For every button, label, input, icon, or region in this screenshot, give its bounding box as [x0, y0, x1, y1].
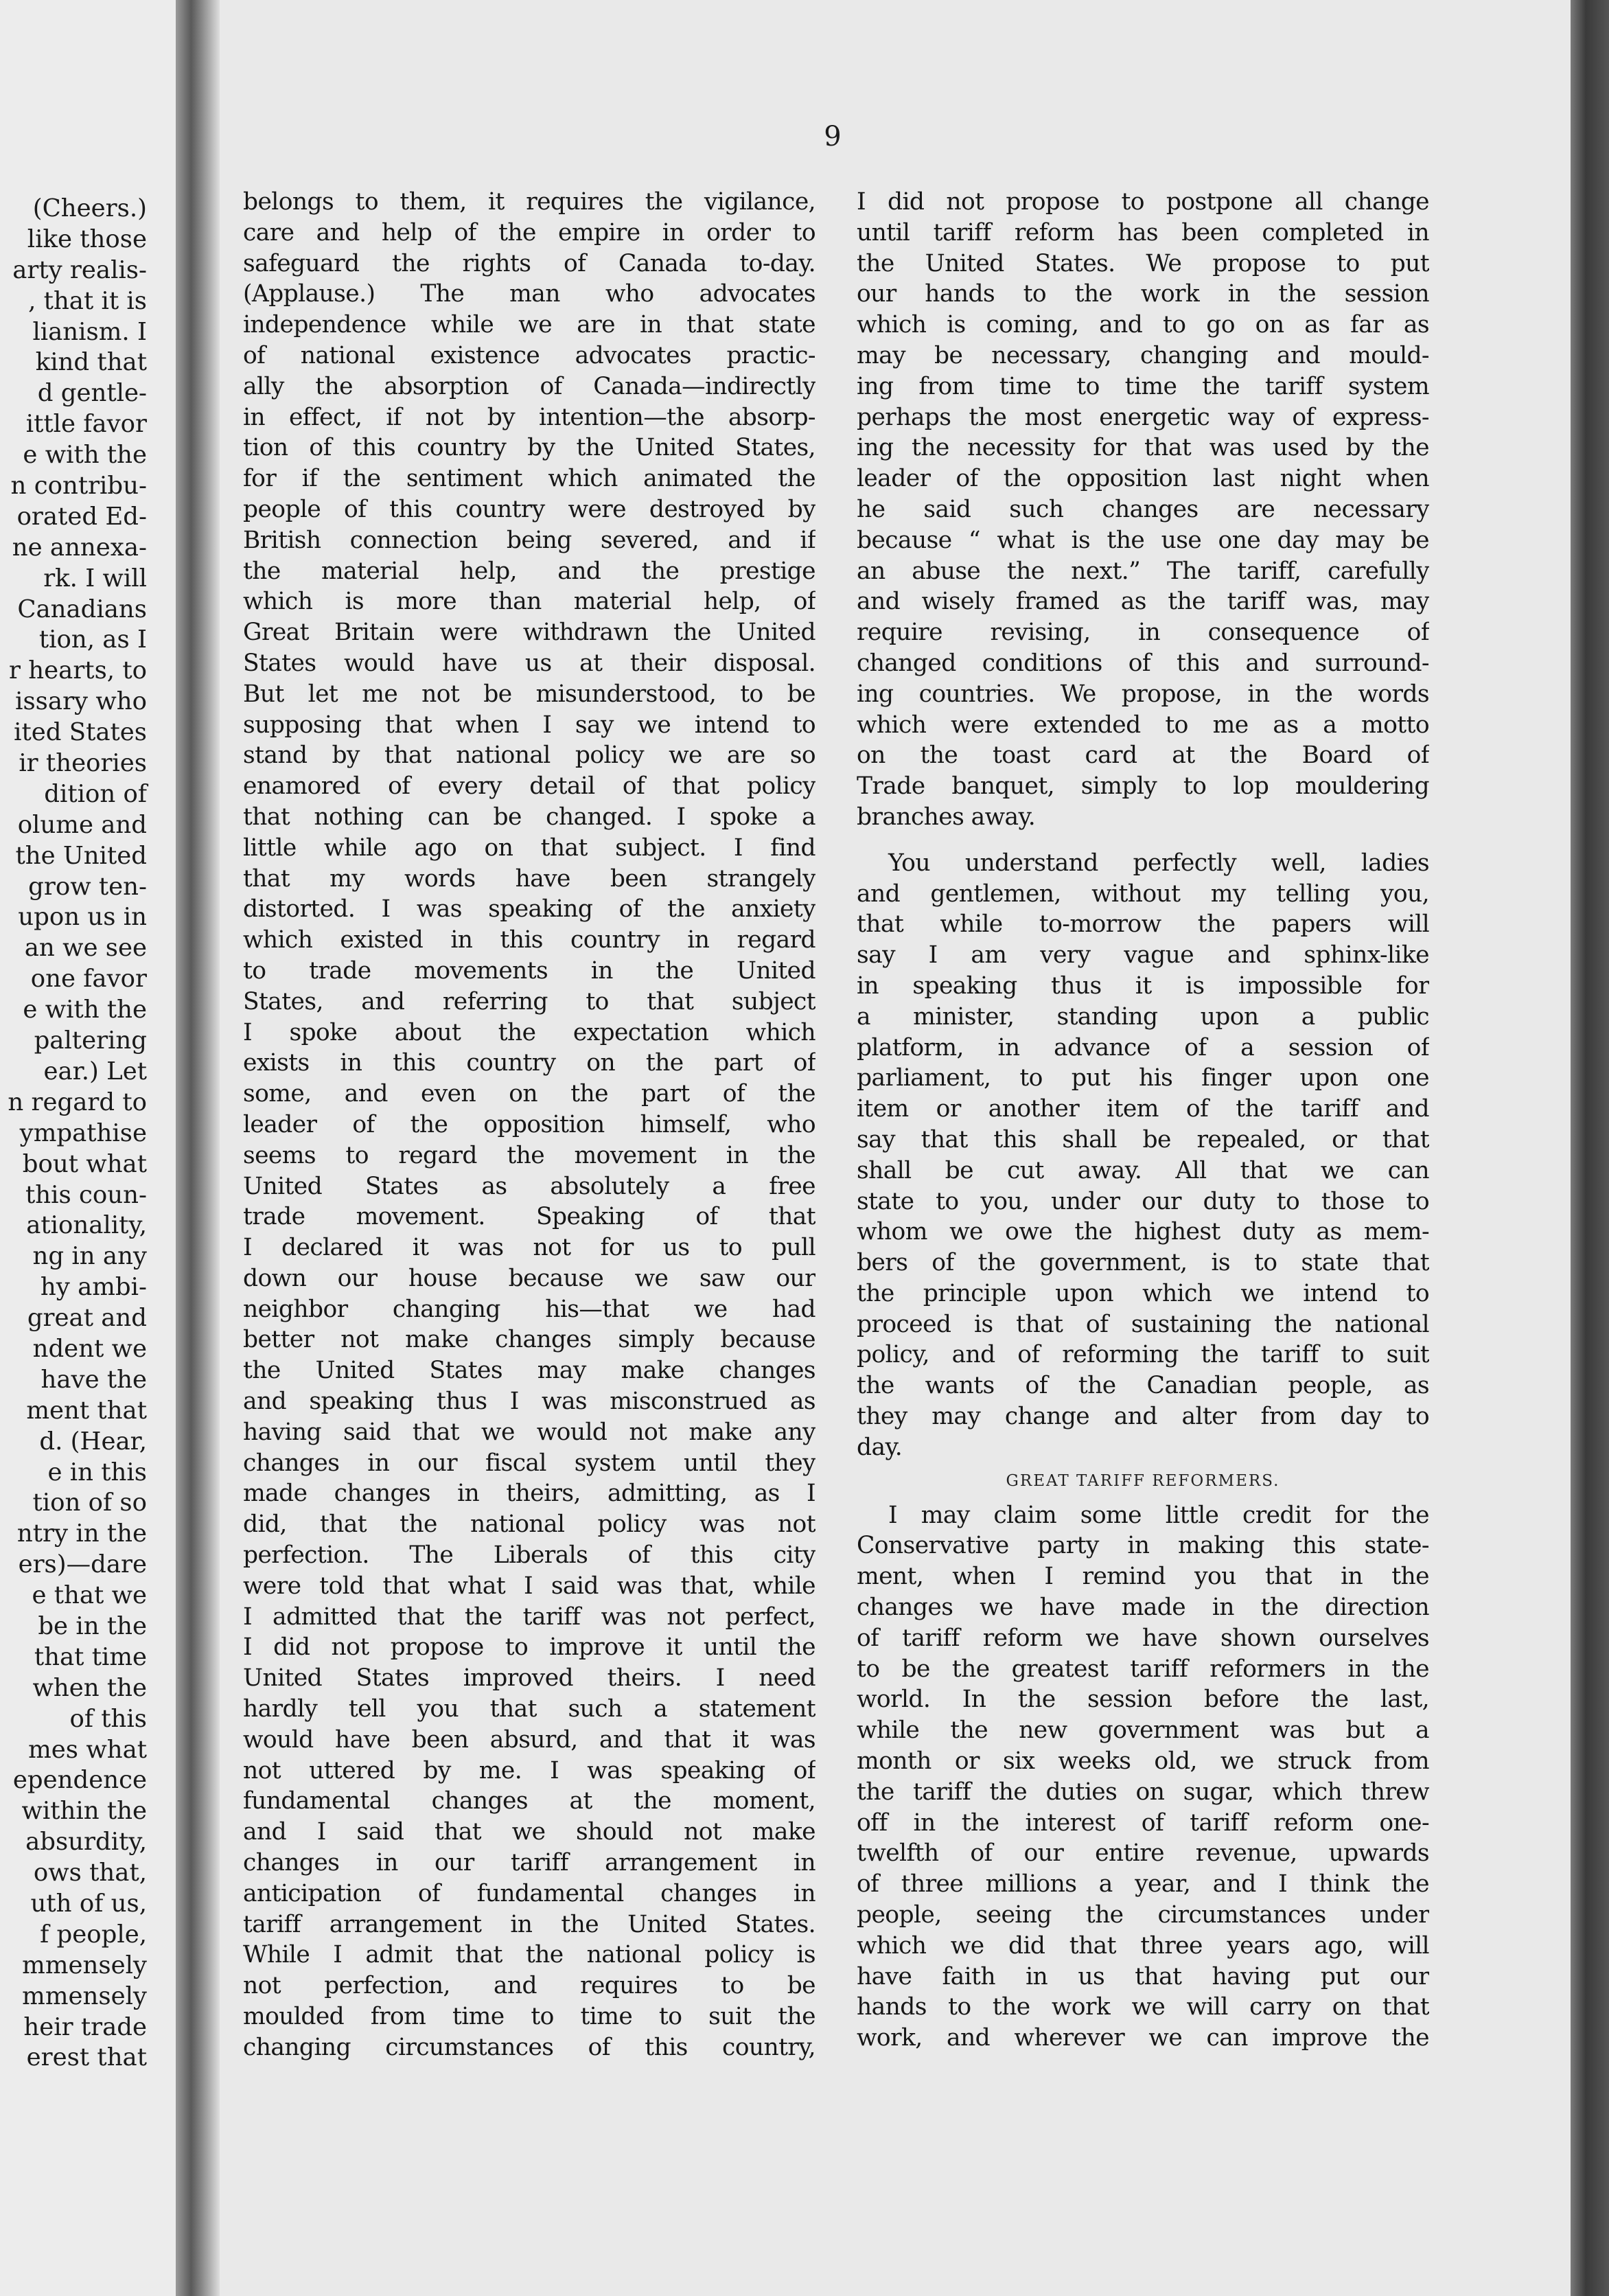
fragment-line: when the — [32, 1673, 147, 1702]
text-line: down our house because we saw our — [243, 1264, 815, 1292]
text-line: off in the interest of tariff reform one- — [857, 1809, 1429, 1837]
text-line: hands to the work we will carry on that — [857, 1993, 1429, 2021]
fragment-line: ittle favor — [25, 410, 147, 439]
text-line: moulded from time to time to suit the — [243, 2003, 815, 2031]
fragment-line: lianism. I — [32, 317, 147, 346]
fragment-line: ationality, — [26, 1211, 147, 1240]
paragraph-postpone-change — [857, 187, 1429, 833]
text-line: I did not propose to postpone all change — [857, 188, 1429, 216]
text-line: have faith in us that having put our — [857, 1962, 1429, 1990]
text-line: belongs to them, it requires the vigilance, — [243, 188, 815, 216]
fragment-line: mmensely — [22, 1951, 147, 1979]
text-line: until tariff reform has been completed in — [857, 218, 1429, 246]
fragment-line: tion of so — [32, 1489, 147, 1517]
fragment-line: e that we — [32, 1581, 147, 1610]
text-line: seems to regard the movement in the — [243, 1141, 815, 1169]
fragment-line: that time — [34, 1642, 147, 1671]
text-line: United States improved theirs. I need — [243, 1664, 815, 1692]
text-line: which existed in this country in regard — [243, 926, 815, 954]
fragment-line: dition of — [44, 779, 147, 808]
fragment-line: e in this — [47, 1458, 147, 1486]
text-line: bers of the government, is to state that — [857, 1249, 1429, 1277]
text-line: (Applause.) The man who advocates — [243, 280, 815, 308]
fragment-line: hy ambi- — [40, 1273, 147, 1302]
text-line: the material help, and the prestige — [243, 557, 815, 585]
text-line: month or six weeks old, we struck from — [857, 1747, 1429, 1776]
text-line: state to you, under our duty to those to — [857, 1187, 1429, 1215]
fragment-line: olume and — [17, 810, 147, 839]
text-line: he said such changes are necessary — [857, 495, 1429, 523]
fragment-line: the United — [15, 841, 147, 870]
text-line: trade movement. Speaking of that — [243, 1203, 815, 1231]
binding-gutter — [176, 0, 220, 2296]
fragment-line: grow ten- — [28, 872, 147, 901]
text-line: day. — [857, 1433, 903, 1461]
fragment-line: mmensely — [22, 1982, 147, 2010]
fragment-line: mes what — [28, 1735, 147, 1764]
fragment-line: ited States — [14, 718, 147, 747]
text-line: did, that the national policy was not — [243, 1511, 815, 1539]
text-line: to trade movements in the United — [243, 956, 815, 985]
text-line: better not make changes simply because — [243, 1326, 815, 1354]
fragment-line: within the — [21, 1797, 147, 1826]
text-line: tariff arrangement in the United States. — [243, 1910, 815, 1938]
fragment-line: heir trade — [23, 2012, 147, 2041]
text-line: I may claim some little credit for the — [888, 1501, 1429, 1529]
text-line: may be necessary, changing and mould- — [857, 341, 1429, 369]
text-line: ment, when I remind you that in the — [857, 1563, 1429, 1591]
fragment-line: ependence — [12, 1766, 147, 1795]
text-line: Trade banquet, simply to lop mouldering — [857, 772, 1429, 801]
text-line: States would have us at their disposal. — [243, 649, 815, 677]
fragment-line: uth of us, — [30, 1889, 147, 1918]
fragment-line: an we see — [24, 934, 147, 963]
text-line: States, and referring to that subject — [243, 987, 815, 1015]
previous-page-strip — [0, 0, 176, 2296]
fragment-line: bout what — [22, 1149, 147, 1178]
text-line: on the toast card at the Board of — [857, 742, 1429, 770]
fragment-line: ndent we — [32, 1334, 147, 1363]
text-line: a minister, standing upon a public — [857, 1002, 1429, 1031]
text-line: changing circumstances of this country, — [243, 2033, 815, 2061]
text-line: and wisely framed as the tariff was, may — [857, 588, 1429, 616]
text-line: would have been absurd, and that it was — [243, 1725, 815, 1754]
fragment-line: this coun- — [25, 1180, 147, 1209]
text-line: While I admit that the national policy is — [243, 1941, 815, 1969]
text-line: people of this country were destroyed by — [243, 495, 815, 523]
text-line: changes in our fiscal system until they — [243, 1449, 815, 1477]
text-line: proceed is that of sustaining the national — [857, 1310, 1429, 1338]
paragraph-ladies-and-gentlemen — [857, 848, 1429, 1463]
text-line: ally the absorption of Canada—indirectly — [243, 372, 815, 400]
text-line: in speaking thus it is impossible for — [857, 972, 1429, 1000]
text-line: world. In the session before the last, — [857, 1686, 1429, 1714]
text-line: leader of the opposition himself, who — [243, 1110, 815, 1138]
text-line: parliament, to put his finger upon one — [857, 1064, 1429, 1092]
paragraph-gap — [857, 833, 1429, 848]
text-line: You understand perfectly well, ladies — [888, 849, 1429, 877]
fragment-line: have the — [40, 1365, 147, 1394]
fragment-line: be in the — [38, 1611, 147, 1640]
text-line: our hands to the work in the session — [857, 280, 1429, 308]
text-line: say I am very vague and sphinx-like — [857, 941, 1429, 969]
text-line: an abuse the next.” The tariff, carefully — [857, 557, 1429, 585]
text-line: distorted. I was speaking of the anxiety — [243, 895, 815, 923]
fragment-line: d gentle- — [37, 379, 147, 408]
text-line: not perfection, and requires to be — [243, 1972, 815, 2000]
fragment-line: e with the — [23, 996, 147, 1024]
text-line: policy, and of reforming the tariff to suit — [857, 1341, 1429, 1369]
text-line: which is more than material help, of — [243, 588, 815, 616]
text-line: independence while we are in that state — [243, 311, 815, 339]
text-line: were told that what I said was that, while — [243, 1572, 815, 1600]
text-line: British connection being severed, and if — [243, 526, 815, 554]
paragraph-tariff-reformers — [857, 1500, 1429, 2054]
left-text-column — [243, 187, 815, 2063]
page-edge — [1571, 0, 1609, 2296]
text-line: the principle upon which we intend to — [857, 1279, 1429, 1307]
text-line: shall be cut away. All that we can — [857, 1156, 1429, 1184]
text-line: of tariff reform we have shown ourselves — [857, 1624, 1429, 1652]
fragment-line: e with the — [23, 441, 147, 470]
text-line: leader of the opposition last night when — [857, 465, 1429, 493]
text-line: that my words have been strangely — [243, 864, 815, 893]
text-line: the wants of the Canadian people, as — [857, 1372, 1429, 1400]
right-text-column — [857, 187, 1429, 2054]
fragment-line: issary who — [15, 687, 147, 716]
fragment-line: orated Ed- — [16, 502, 147, 531]
text-line: tion of this country by the United States, — [243, 434, 815, 462]
text-line: little while ago on that subject. I find — [243, 834, 815, 862]
text-line: which we did that three years ago, will — [857, 1931, 1429, 1960]
fragment-line: arty realis- — [12, 255, 147, 284]
text-line: require revising, in consequence of — [857, 619, 1429, 647]
text-line: United States as absolutely a free — [243, 1172, 815, 1200]
fragment-line: ear.) Let — [43, 1057, 147, 1086]
text-line: stand by that national policy we are so — [243, 742, 815, 770]
text-line: which were extended to me as a motto — [857, 711, 1429, 739]
fragment-line: r hearts, to — [9, 656, 147, 685]
fragment-line: Canadians — [17, 595, 147, 623]
text-line: made changes in theirs, admitting, as I — [243, 1480, 815, 1508]
text-line: for if the sentiment which animated the — [243, 465, 815, 493]
text-line: changes we have made in the direction — [857, 1594, 1429, 1622]
text-line: neighbor changing his—that we had — [243, 1295, 815, 1323]
text-line: and gentlemen, without my telling you, — [857, 880, 1429, 908]
text-line: some, and even on the part of the — [243, 1080, 815, 1108]
fragment-line: paltering — [34, 1026, 147, 1055]
text-line: care and help of the empire in order to — [243, 218, 815, 246]
fragment-line: of this — [69, 1704, 147, 1733]
fragment-line: rk. I will — [43, 564, 147, 593]
text-line: changes in our tariff arrangement in — [243, 1849, 815, 1877]
fragment-line: one favor — [30, 965, 147, 994]
text-line: say that this shall be repealed, or that — [857, 1125, 1429, 1153]
section-heading: GREAT TARIFF REFORMERS. — [1006, 1471, 1280, 1490]
text-line: I admitted that the tariff was not perfect, — [243, 1603, 815, 1631]
text-line: enamored of every detail of that policy — [243, 772, 815, 801]
text-line: branches away. — [857, 803, 1036, 831]
page-number: 9 — [824, 121, 842, 152]
fragment-line: ows that, — [33, 1859, 147, 1887]
text-line: I spoke about the expectation which — [243, 1018, 815, 1046]
fragment-line: upon us in — [18, 903, 147, 932]
text-line: work, and wherever we can improve the — [857, 2024, 1429, 2052]
text-line: exists in this country on the part of — [243, 1049, 815, 1077]
text-line: people, seeing the circumstances under — [857, 1901, 1429, 1929]
text-line: having said that we would not make any — [243, 1418, 815, 1446]
text-line: item or another item of the tariff and — [857, 1095, 1429, 1123]
fragment-line: absurdity, — [25, 1828, 147, 1857]
text-line: I did not propose to improve it until the — [243, 1633, 815, 1662]
fragment-line: tion, as I — [38, 625, 147, 654]
text-line: perfection. The Liberals of this city — [243, 1541, 815, 1570]
fragment-line: ers)—dare — [18, 1550, 147, 1579]
text-line: that while to-morrow the papers will — [857, 910, 1429, 939]
fragment-line: (Cheers.) — [32, 194, 147, 222]
text-line: the tariff the duties on sugar, which threw — [857, 1778, 1429, 1806]
fragment-line: like those — [27, 225, 147, 253]
fragment-line: ng in any — [32, 1242, 147, 1271]
fragment-line: d. (Hear, — [39, 1427, 147, 1456]
text-line: supposing that when I say we intend to — [243, 711, 815, 739]
fragment-line: kind that — [35, 348, 147, 377]
text-line: of three millions a year, and I think the — [857, 1870, 1429, 1898]
fragment-line: ment that — [26, 1396, 147, 1425]
text-line: in effect, if not by intention—the absorp- — [243, 403, 815, 431]
text-line: which is coming, and to go on as far as — [857, 311, 1429, 339]
fragment-line: erest that — [26, 2043, 147, 2072]
text-line: and I said that we should not make — [243, 1818, 815, 1846]
text-line: the United States. We propose to put — [857, 249, 1429, 277]
text-line: fundamental changes at the moment, — [243, 1787, 815, 1815]
text-line: safeguard the rights of Canada to-day. — [243, 249, 815, 277]
fragment-line: ympathise — [19, 1118, 147, 1147]
text-line: I declared it was not for us to pull — [243, 1234, 815, 1262]
text-line: Conservative party in making this state- — [857, 1532, 1429, 1560]
text-line: whom we owe the highest duty as mem- — [857, 1218, 1429, 1246]
text-line: of national existence advocates practic- — [243, 341, 815, 369]
text-line: platform, in advance of a session of — [857, 1033, 1429, 1061]
text-line: ing countries. We propose, in the words — [857, 680, 1429, 708]
previous-page-text-fragments — [0, 194, 147, 2074]
text-line: to be the greatest tariff reformers in the — [857, 1655, 1429, 1683]
text-line: perhaps the most energetic way of express- — [857, 403, 1429, 431]
fragment-line: ir theories — [19, 749, 147, 778]
fragment-line: f people, — [40, 1920, 147, 1949]
fragment-line: ne annexa- — [12, 533, 147, 562]
text-line: But let me not be misunderstood, to be — [243, 680, 815, 708]
text-line: not uttered by me. I was speaking of — [243, 1756, 815, 1784]
text-line: they may change and alter from day to — [857, 1403, 1429, 1431]
text-line: hardly tell you that such a statement — [243, 1695, 815, 1723]
text-line: changed conditions of this and surround- — [857, 649, 1429, 677]
text-line: and speaking thus I was misconstrued as — [243, 1388, 815, 1416]
fragment-line: n contribu- — [10, 472, 147, 501]
text-line: twelfth of our entire revenue, upwards — [857, 1839, 1429, 1868]
text-line: while the new government was but a — [857, 1717, 1429, 1745]
text-line: Great Britain were withdrawn the United — [243, 619, 815, 647]
text-line: anticipation of fundamental changes in — [243, 1879, 815, 1907]
text-line: the United States may make changes — [243, 1357, 815, 1385]
fragment-line: great and — [27, 1304, 147, 1333]
fragment-line: ntry in the — [16, 1519, 147, 1548]
text-line: because “ what is the use one day may be — [857, 526, 1429, 554]
text-line: ing the necessity for that was used by the — [857, 434, 1429, 462]
text-line: ing from time to time the tariff system — [857, 372, 1429, 400]
text-line: that nothing can be changed. I spoke a — [243, 803, 815, 831]
fragment-line: , that it is — [28, 286, 147, 315]
fragment-line: n regard to — [8, 1088, 147, 1116]
